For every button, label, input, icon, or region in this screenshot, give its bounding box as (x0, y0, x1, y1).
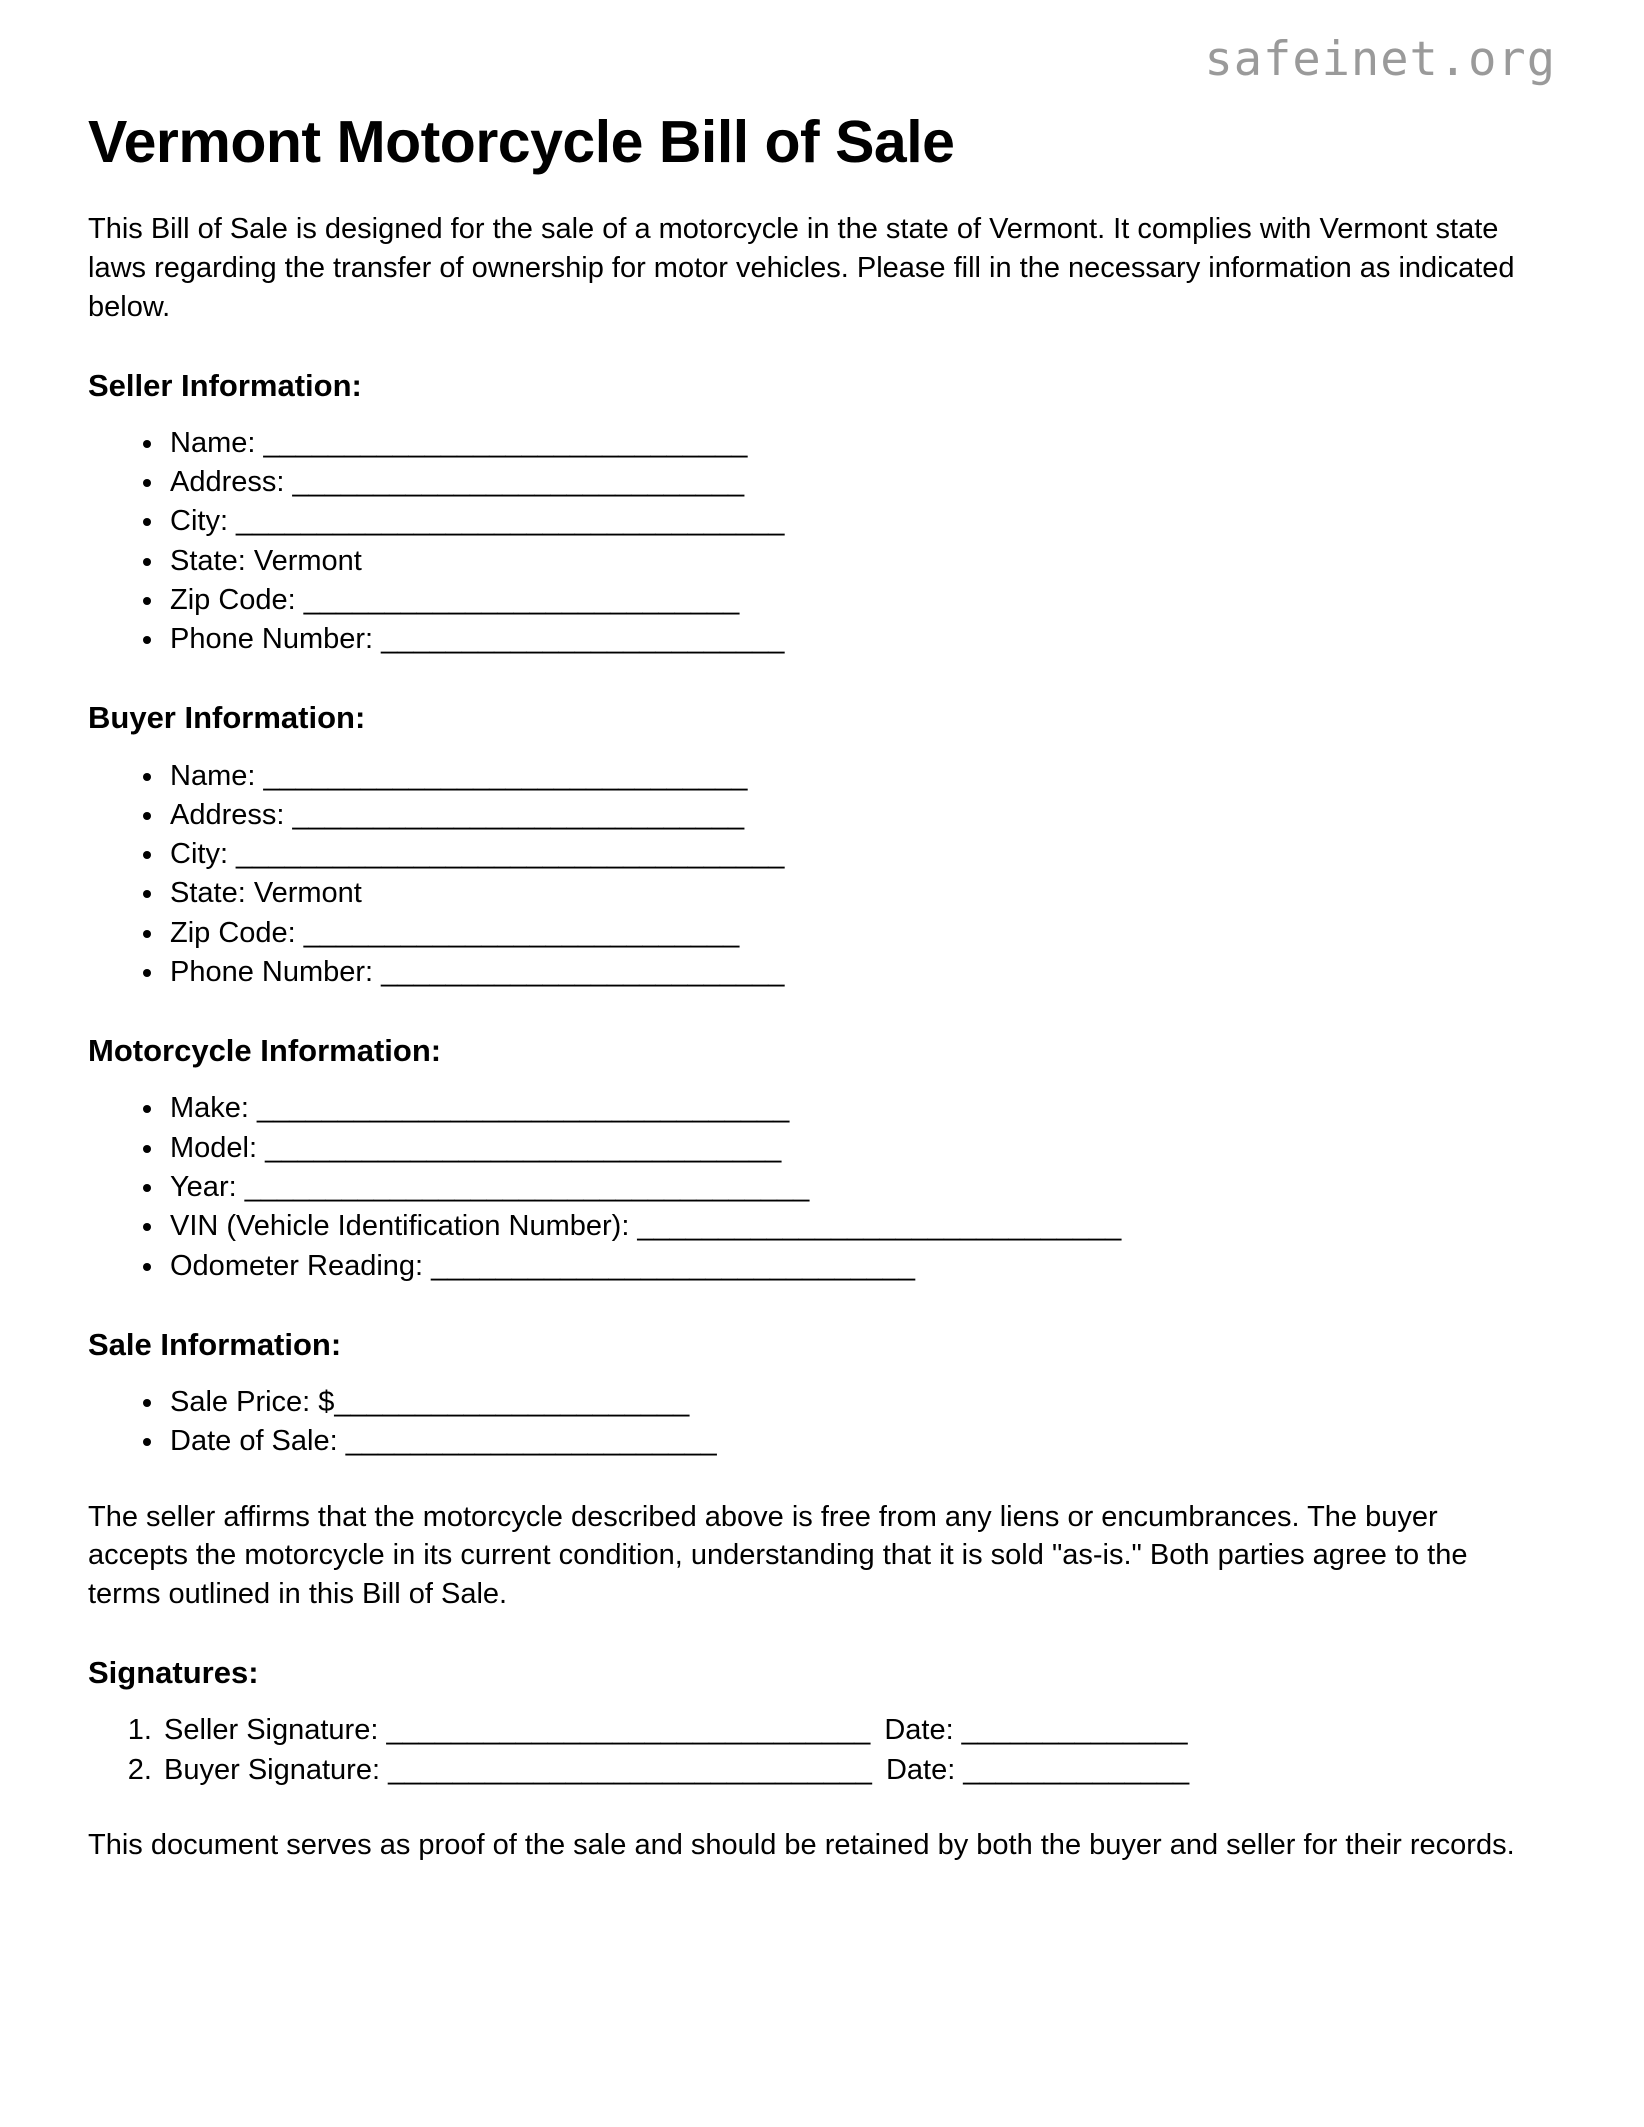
affirmation-paragraph: The seller affirms that the motorcycle described above is free from any liens or encumbrances. The buyer accepts the motorcycle in its current condition, understanding that it is sold "as-is." Both parties agree to the terms outlined in this Bill of Sale. (88, 1500, 1468, 1611)
buyer-signature-label[interactable]: Buyer Signature: ______________________________ (164, 1753, 872, 1786)
field-motorcycle-odometer-reading[interactable]: • Odometer Reading: ______________________________ (166, 1247, 1556, 1286)
field-buyer-phone-number[interactable]: • Phone Number: _________________________ (166, 953, 1556, 992)
site-watermark: safeinet.org (1204, 32, 1556, 87)
field-sale-price[interactable]: • Sale Price: $______________________ (166, 1383, 1556, 1422)
field-buyer-name[interactable]: • Name: ______________________________ (166, 757, 1556, 796)
field-seller-name[interactable]: • Name: ______________________________ (166, 424, 1556, 463)
signature-row-buyer (160, 1751, 1556, 1790)
field-buyer-state: • State: Vermont (166, 874, 1556, 913)
seller-information-heading: Seller Information: (88, 367, 362, 403)
motorcycle-information-heading: Motorcycle Information: (88, 1033, 442, 1069)
signatures-heading: Signatures: (88, 1655, 259, 1691)
field-seller-zip-code[interactable]: • Zip Code: ___________________________ (166, 581, 1556, 620)
field-motorcycle-model[interactable]: • Model: ________________________________ (166, 1129, 1556, 1168)
sale-information-heading: Sale Information: (88, 1326, 342, 1362)
field-buyer-zip-code[interactable]: • Zip Code: ___________________________ (166, 914, 1556, 953)
buyer-date-label[interactable]: Date: ______________ (885, 1753, 1190, 1786)
field-seller-address[interactable]: • Address: ____________________________ (166, 463, 1556, 502)
field-seller-city[interactable]: • City: __________________________________ (166, 502, 1556, 541)
signature-row-seller (160, 1711, 1556, 1750)
field-motorcycle-year[interactable]: • Year: ___________________________________ (166, 1168, 1556, 1207)
field-seller-state: • State: Vermont (166, 542, 1556, 581)
field-motorcycle-vin[interactable]: • VIN (Vehicle Identification Number): ______________________________ (166, 1207, 1556, 1246)
buyer-information-heading: Buyer Information: (88, 700, 366, 736)
motorcycle-information-fields (88, 1069, 1556, 1285)
seller-date-label[interactable]: Date: ______________ (884, 1714, 1188, 1747)
seller-information-fields (88, 404, 1556, 660)
field-seller-phone-number[interactable]: • Phone Number: _________________________ (166, 620, 1556, 659)
field-motorcycle-make[interactable]: • Make: _________________________________ (166, 1089, 1556, 1128)
field-buyer-city[interactable]: • City: __________________________________ (166, 835, 1556, 874)
buyer-information-fields (88, 737, 1556, 993)
closing-paragraph: This document serves as proof of the sale and should be retained by both the buyer and seller for their records. (88, 1828, 1515, 1861)
field-buyer-address[interactable]: • Address: ____________________________ (166, 796, 1556, 835)
seller-signature-label[interactable]: Seller Signature: ______________________________ (164, 1714, 871, 1747)
signature-rows (88, 1691, 1556, 1790)
field-date-of-sale[interactable]: • Date of Sale: _______________________ (166, 1422, 1556, 1461)
sale-information-fields (88, 1363, 1556, 1462)
intro-paragraph: This Bill of Sale is designed for the sale of a motorcycle in the state of Vermont. It complies with Vermont state laws regarding the transfer of ownership for motor vehicles. Please fill in the necessary information as indicated below. (88, 212, 1515, 323)
page-title: Vermont Motorcycle Bill of Sale (88, 109, 955, 175)
